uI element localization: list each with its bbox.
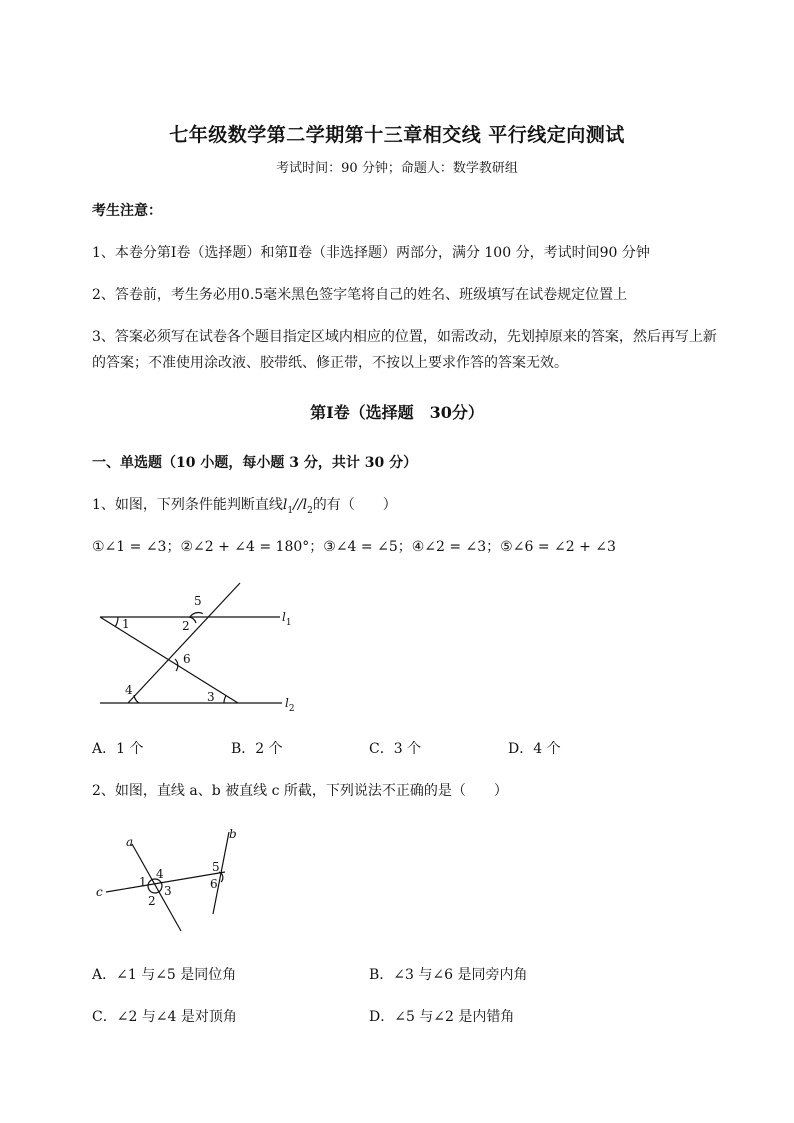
line-label-b: b [229,827,237,841]
question-2-option-a[interactable]: A．∠1 与∠5 是同位角 [92,967,237,983]
angle-label-1: 1 [139,875,147,889]
angle-4-arc [134,695,139,703]
line-l2-subscript: 2 [307,505,313,516]
line-label-l1: $l_1$ [282,610,292,628]
angle-label-3: 3 [207,690,215,704]
question-2-option-d[interactable]: D．∠5 与∠2 是内错角 [369,1009,515,1025]
question-2-option-c[interactable]: C．∠2 与∠4 是对顶角 [92,1009,237,1025]
notice-item-1: 1、本卷分第Ⅰ卷（选择题）和第Ⅱ卷（非选择题）两部分，满分 100 分，考试时间90 分钟 [92,245,650,261]
question-1-conditions: ①∠1 = ∠3；②∠2 + ∠4 = 180°；③∠4 = ∠5；④∠2 = ∠3；⑤∠6 = ∠2 + ∠3 [92,539,616,555]
angle-label-3: 3 [164,884,172,898]
question-1-option-c[interactable]: C．3 个 [369,741,422,757]
line-label-l2: $l_2$ [285,696,295,714]
notice-item-3-cont: 的答案；不准使用涂改液、胶带纸、修正带，不按以上要求作答的答案无效。 [92,355,568,371]
question-1-option-d[interactable]: D．4 个 [508,741,561,757]
angle-label-4: 4 [156,867,164,881]
angle-label-6: 6 [183,652,191,666]
transversal-1 [100,617,238,703]
angle-label-1: 1 [122,617,130,631]
page-title: 七年级数学第二学期第十三章相交线 平行线定向测试 [169,124,625,146]
angle-label-5: 5 [212,860,220,874]
angle-1-arc [115,617,118,627]
angle-label-2: 2 [148,894,156,908]
section-title: 第Ⅰ卷（选择题 30分） [310,403,484,422]
line-label-a: a [126,835,134,849]
angle-3-arc [224,696,226,703]
question-1-stem-prefix: 1、如图，下列条件能判断直线 [92,497,283,513]
parallel-symbol: // [293,497,303,513]
angle-label-5: 5 [194,594,202,608]
question-2-option-b[interactable]: B．∠3 与∠6 是同旁内角 [369,967,528,983]
angle-label-6: 6 [210,877,218,891]
angle-label-4: 4 [125,683,133,697]
part-heading: 一、单选题（10 小题，每小题 3 分，共计 30 分） [92,455,418,471]
line-label-c: c [96,885,103,899]
notice-item-2: 2、答卷前，考生务必用0.5毫米黑色签字笔将自己的姓名、班级填写在试卷规定位置上 [92,287,628,303]
angle-label-2: 2 [182,619,190,633]
line-l1-subscript: 1 [287,505,294,516]
exam-info: 考试时间：90 分钟；命题人：数学教研组 [276,161,518,176]
question-1-option-b[interactable]: B．2 个 [231,741,283,757]
question-1-stem [92,494,397,516]
line-l2-symbol: l [302,497,308,513]
angle-5-arc [190,613,203,617]
question-1-figure [92,575,307,720]
question-1-option-a[interactable]: A．1 个 [92,741,144,757]
question-2-figure [92,824,252,936]
angle-2-arc [189,617,196,623]
question-2-stem: 2、如图，直线 a、b 被直线 c 所截，下列说法不正确的是（ ） [92,783,508,799]
transversal-2 [128,583,240,703]
notice-heading: 考生注意： [92,203,162,219]
question-1-stem-suffix: 的有（ ） [312,497,397,513]
line-l1-symbol: l [282,497,288,513]
notice-item-3: 3、答案必须写在试卷各个题目指定区域内相应的位置，如需改动，先划掉原来的答案，然后再写上新 [92,329,717,345]
